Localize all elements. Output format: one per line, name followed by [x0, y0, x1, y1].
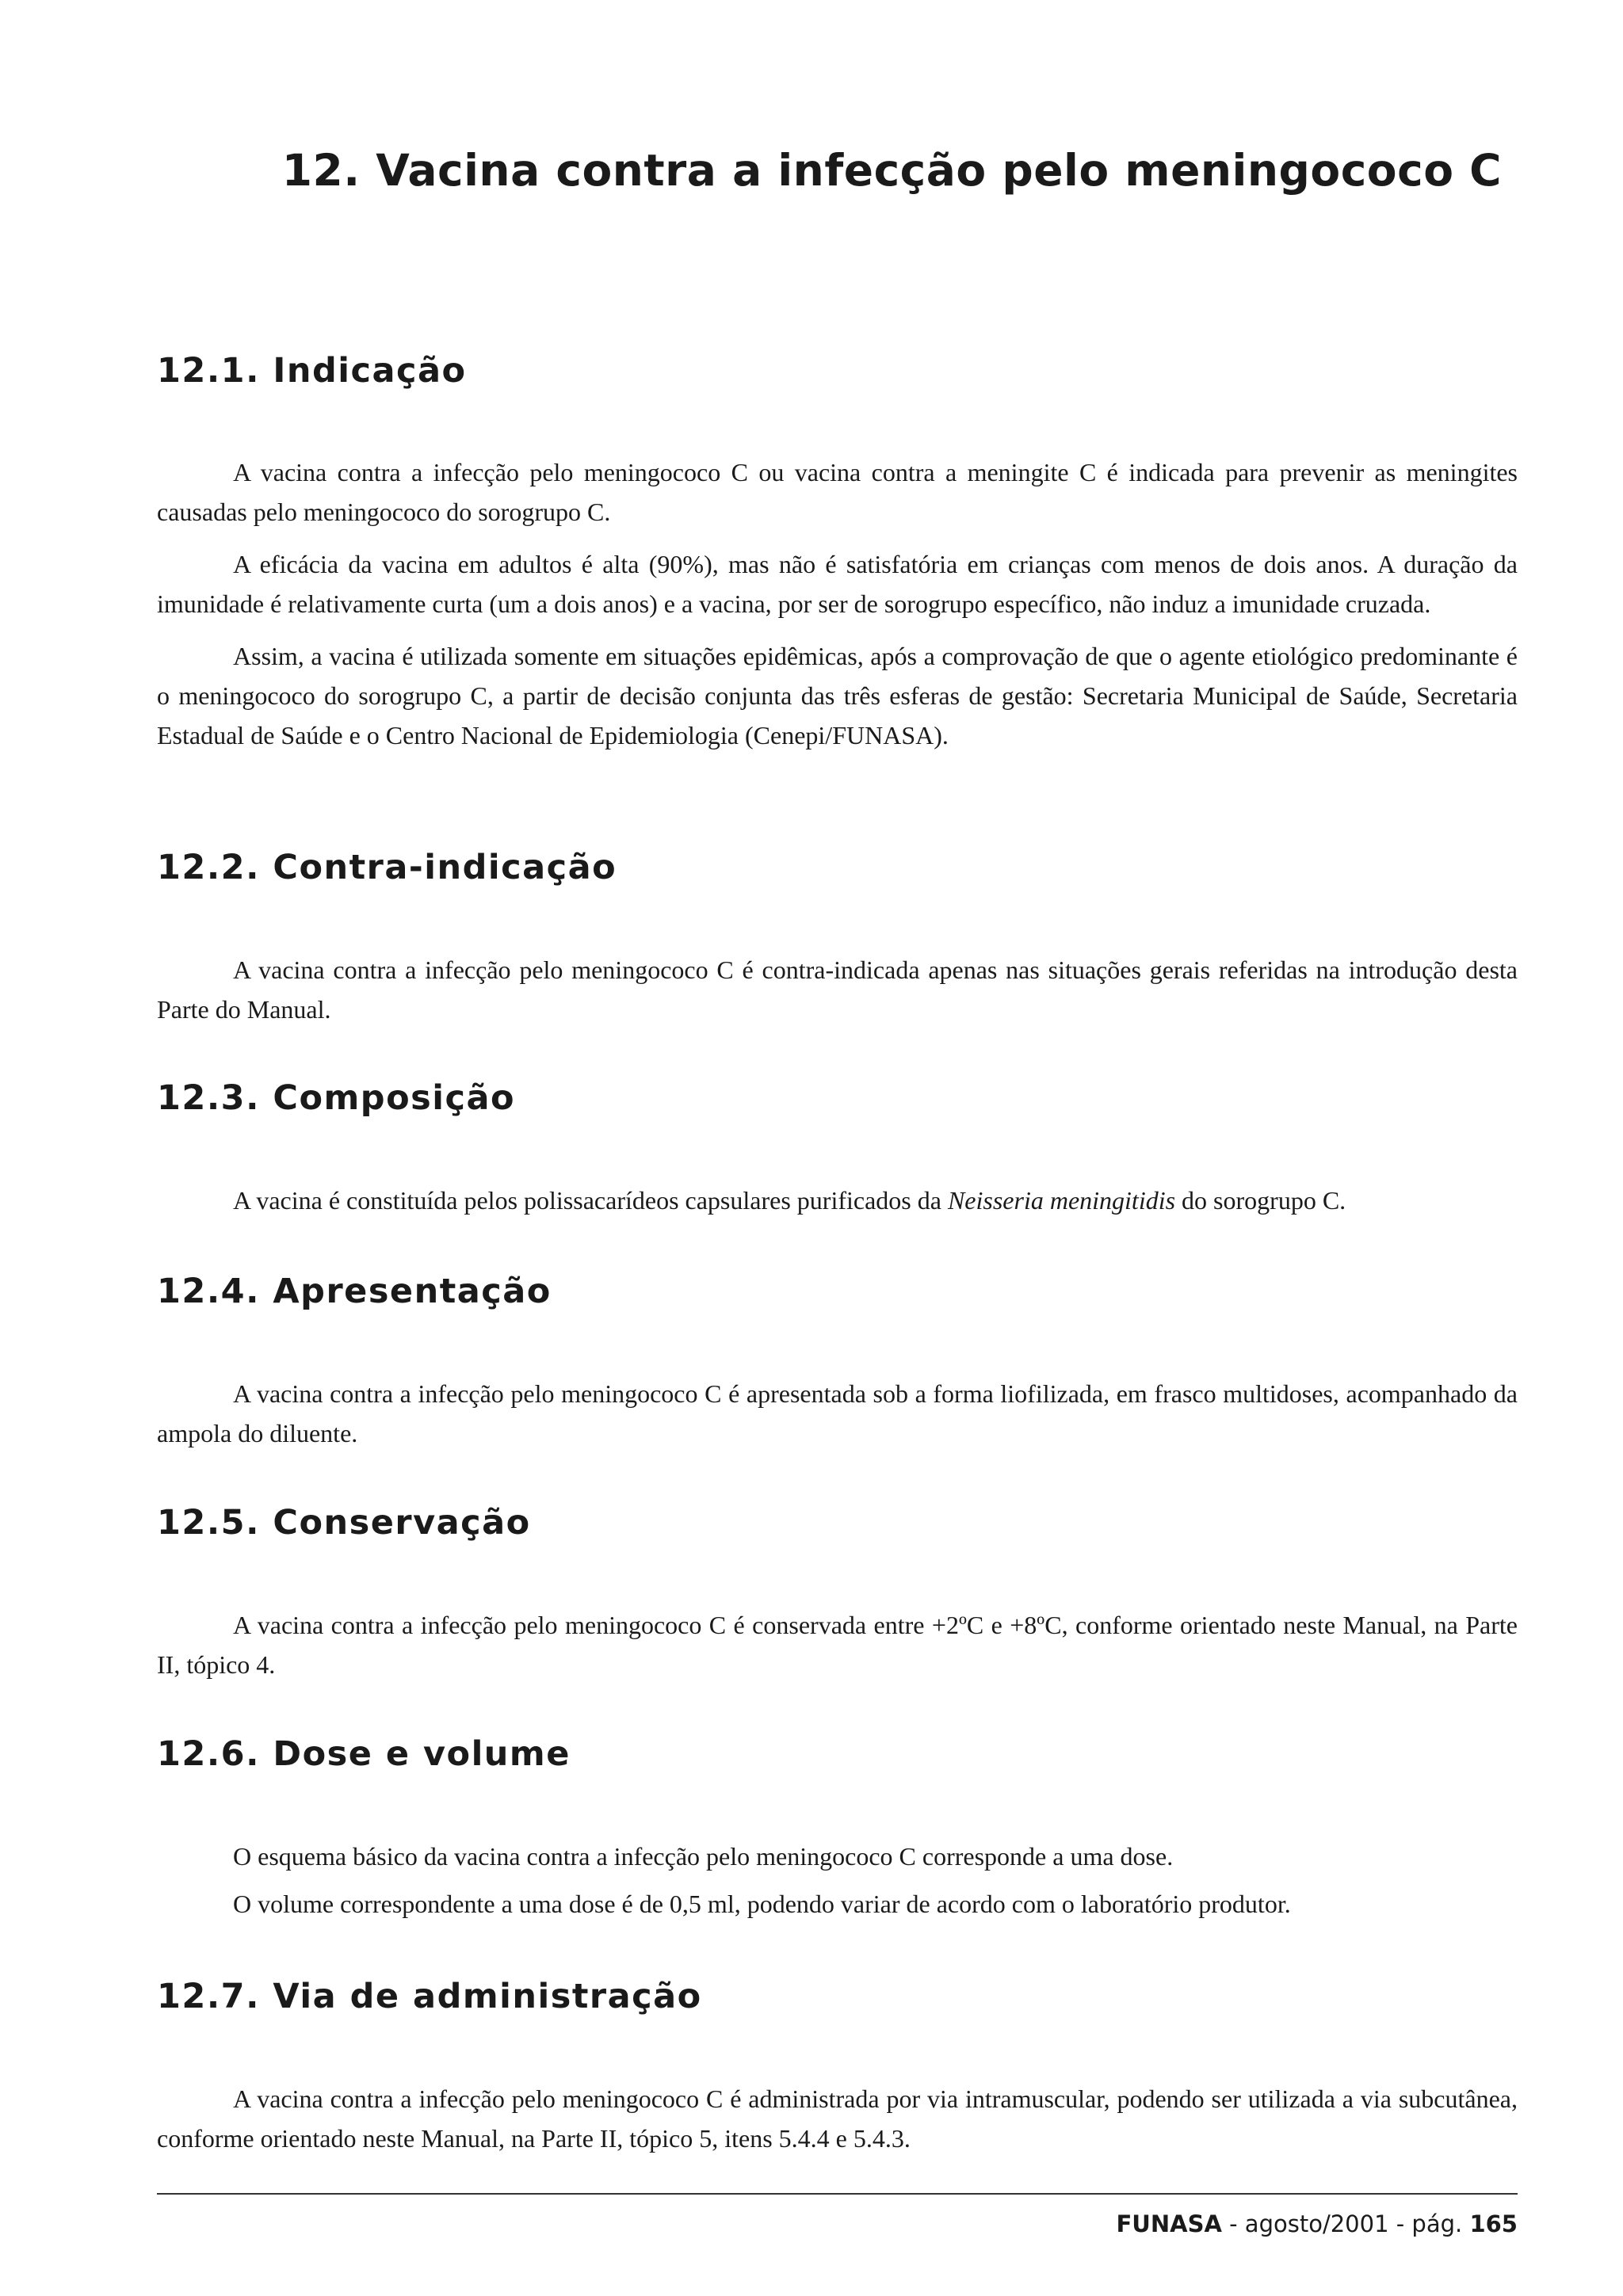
section-heading-indicacao: 12.1. Indicação — [157, 351, 467, 391]
paragraph: O volume correspondente a uma dose é de 0,5 ml, podendo variar de acordo com o laboratório produtor. — [233, 1890, 1291, 1918]
section-heading-conservacao: 12.5. Conservação — [157, 1503, 531, 1543]
footer-date: - agosto/2001 - pág. — [1221, 2210, 1470, 2237]
paragraph-text: do sorogrupo C. — [1175, 1186, 1346, 1215]
footer-divider — [157, 2193, 1518, 2195]
section-body-via-administracao — [157, 2079, 1518, 2158]
section-body-apresentacao — [157, 1374, 1518, 1453]
section-heading-contra-indicacao: 12.2. Contra-indicação — [157, 848, 617, 887]
paragraph: O esquema básico da vacina contra a infecção pelo meningococo C corresponde a uma dose. — [233, 1842, 1174, 1871]
footer-org: FUNASA — [1116, 2210, 1222, 2237]
page-number: 165 — [1469, 2210, 1518, 2237]
species-name: Neisseria meningitidis — [947, 1186, 1176, 1215]
paragraph: A vacina contra a infecção pelo meningococo C é conservada entre +2ºC e +8ºC, conforme orientado neste Manual, na Parte II, tópico 4. — [157, 1611, 1518, 1679]
paragraph-text: A vacina é constituída pelos polissacarídeos capsulares purificados da — [233, 1186, 948, 1215]
section-heading-composicao: 12.3. Composição — [157, 1078, 516, 1118]
paragraph — [157, 1180, 1518, 1220]
section-body-conservacao — [157, 1605, 1518, 1684]
section-body-dose-volume — [157, 1836, 1518, 1924]
paragraph: A eficácia da vacina em adultos é alta (90%), mas não é satisfatória em crianças com menos de dois anos. A duração da imunidade é relativamente curta (um a dois anos) e a vacina, por ser de sorogrupo específico, não induz a imunidade cruzada. — [157, 550, 1518, 618]
paragraph: A vacina contra a infecção pelo meningococo C é contra-indicada apenas nas situações gerais referidas na introdução desta Parte do Manual. — [157, 955, 1518, 1024]
chapter-title: 12. Vacina contra a infecção pelo meningococo C — [281, 145, 1502, 196]
section-body-composicao — [157, 1180, 1518, 1220]
paragraph: A vacina contra a infecção pelo meningococo C é apresentada sob a forma liofilizada, em frasco multidoses, acompanhado da ampola do diluente. — [157, 1379, 1518, 1447]
section-body-contra-indicacao — [157, 950, 1518, 1029]
paragraph: A vacina contra a infecção pelo meningococo C é administrada por via intramuscular, podendo ser utilizada a via subcutânea, conforme orientado neste Manual, na Parte II, tópico 5, itens 5.4.4 e 5.4.3. — [157, 2084, 1518, 2153]
section-heading-via-administracao: 12.7. Via de administração — [157, 1977, 702, 2016]
paragraph: A vacina contra a infecção pelo meningococo C ou vacina contra a meningite C é indicada para prevenir as meningites causadas pelo meningococo do sorogrupo C. — [157, 458, 1518, 526]
section-body-indicacao — [157, 452, 1518, 755]
paragraph: Assim, a vacina é utilizada somente em situações epidêmicas, após a comprovação de que o agente etiológico predominante é o meningococo do sorogrupo C, a partir de decisão conjunta das três esferas de gestão: Secretaria Municipal de Saúde, Secretaria Estadual de Saúde e o Centro Nacional de Epidemiologia (Cenepi/FUNASA). — [157, 642, 1518, 749]
section-heading-dose-volume: 12.6. Dose e volume — [157, 1734, 571, 1774]
section-heading-apresentacao: 12.4. Apresentação — [157, 1272, 552, 1311]
page-footer — [1117, 2210, 1518, 2237]
